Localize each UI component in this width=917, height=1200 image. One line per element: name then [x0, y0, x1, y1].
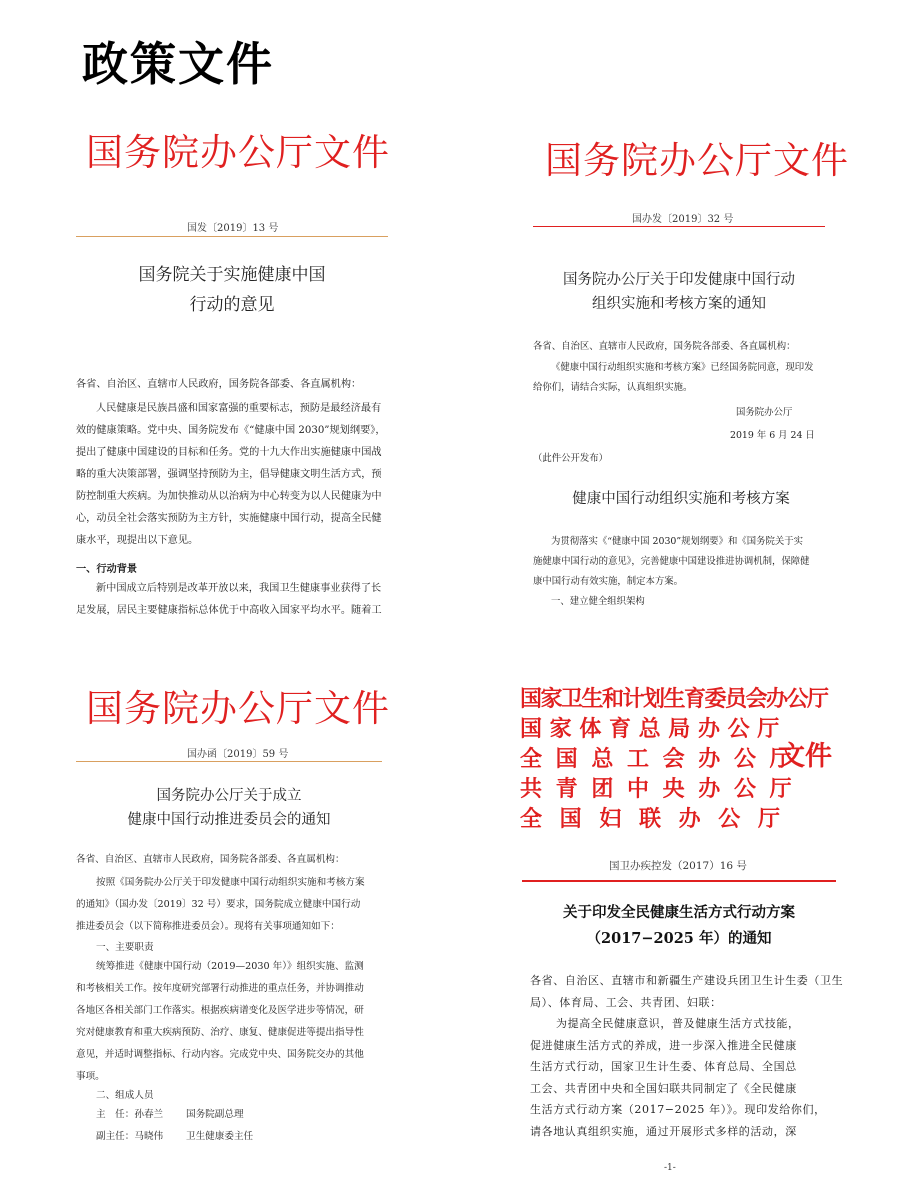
doc4-title: [522, 900, 836, 952]
doc2-divider: [533, 226, 825, 227]
department-name: 国家卫生和计划生育委员会办公厅: [520, 686, 828, 712]
doc3-member-title: 卫生健康委主任: [186, 1131, 254, 1142]
doc3-section-heading-2: 二、组成人员: [96, 1090, 154, 1101]
text-line: 各省、自治区、直辖市和新疆生产建设兵团卫生计生委（卫生: [530, 974, 844, 987]
doc2-signer: 国务院办公厅: [736, 407, 793, 418]
text-line: 新中国成立后特别是改革开放以来，我国卫生健康事业获得了长: [96, 583, 382, 594]
text-line: 人民健康是民族昌盛和国家富强的重要标志，预防是最经济最有: [96, 403, 382, 414]
doc2-title-line: 国务院办公厅关于印发健康中国行动: [563, 272, 795, 288]
doc3-member-title: 国务院副总理: [186, 1109, 244, 1120]
doc4-paragraph: [530, 1013, 840, 1142]
doc1-header: 国务院办公厅文件: [86, 131, 390, 174]
doc2-doc-number: 国办发〔2019〕32 号: [632, 214, 734, 225]
text-line: 的通知》（国办发〔2019〕32 号）要求，国务院成立健康中国行动: [76, 899, 361, 910]
text-line: 康水平，现提出以下意见。: [76, 535, 199, 546]
doc4-doc-number: 国卫办疾控发（2017）16 号: [609, 860, 747, 872]
doc1-section-heading: 一、行动背景: [76, 563, 138, 575]
doc2-title: [523, 268, 835, 316]
doc2-date: 2019 年 6 月 24 日: [730, 430, 815, 441]
doc2-publish-note: （此件公开发布）: [533, 453, 609, 464]
doc1-salutation: 各省、自治区、直辖市人民政府，国务院各部委、各直属机构：: [76, 379, 362, 390]
text-line: 给你们，请结合实际，认真组织实施。: [533, 382, 693, 393]
doc1-title-line: 行动的意见: [189, 295, 275, 315]
doc3-paragraph-2: [76, 956, 386, 1088]
doc1-paragraph-1: [76, 398, 396, 552]
doc2-body: [533, 358, 829, 398]
doc3-divider: [76, 761, 382, 762]
doc3-paragraph-1: [76, 872, 386, 938]
doc4-salutation: [530, 970, 844, 1013]
doc1-doc-number: 国发〔2019〕13 号: [187, 223, 279, 234]
text-line: 效的健康策略。党中央、国务院发布《“健康中国 2030”规划纲要》，: [76, 425, 386, 436]
department-name: 全 国 总 工 会 办 公 厅: [520, 746, 795, 772]
department-name: 全 国 妇 联 办 公 厅: [520, 806, 785, 832]
doc3-title-line: 国务院办公厅关于成立: [156, 788, 302, 804]
doc4-header-suffix: 文件: [778, 741, 832, 772]
doc3-member-role: 副主任：马晓伟: [96, 1131, 164, 1142]
doc1-title-line: 国务院关于实施健康中国: [138, 265, 326, 285]
text-line: 施健康中国行动的意见》，完善健康中国建设推进协调机制，保障健: [533, 556, 810, 567]
text-line: 促进健康生活方式的养成，进一步深入推进全民健康: [530, 1038, 797, 1052]
text-line: 事项。: [76, 1071, 105, 1082]
doc3-title: [76, 784, 382, 832]
text-line: 为贯彻落实《“健康中国 2030”规划纲要》和《国务院关于实: [551, 536, 804, 547]
doc4-title-line: （2017−2025 年）的通知: [586, 930, 772, 947]
text-line: 一、建立健全组织架构: [551, 596, 645, 607]
doc3-section-heading-1: 一、主要职责: [96, 942, 154, 953]
doc3-doc-number: 国办函〔2019〕59 号: [187, 749, 289, 760]
doc2-title-line: 组织实施和考核方案的通知: [592, 296, 766, 312]
text-line: 提出了健康中国建设的目标和任务。党的十九大作出实施健康中国战: [76, 447, 382, 458]
text-line: 防控制重大疾病。为加快推动从以治病为中心转变为以人民健康为中: [76, 491, 382, 502]
doc3-member-role: 主 任：孙春兰: [96, 1109, 164, 1120]
department-name: 共 青 团 中 央 办 公 厅: [520, 776, 795, 802]
text-line: 和考核相关工作。按年度研究部署行动推进的重点任务，并协调推动: [76, 983, 364, 994]
text-line: 足发展，居民主要健康指标总体优于中高收入国家平均水平。随着工: [76, 605, 382, 616]
doc2-plan-body: [533, 532, 829, 610]
doc1-divider: [76, 236, 388, 237]
text-line: 意见，并适时调整指标、行动内容。完成党中央、国务院交办的其他: [76, 1049, 364, 1060]
doc2-header: 国务院办公厅文件: [545, 139, 849, 182]
page-title: 政策文件: [82, 37, 274, 91]
doc3-title-line: 健康中国行动推进委员会的通知: [127, 812, 331, 828]
text-line: 《健康中国行动组织实施和考核方案》已经国务院同意，现印发: [551, 362, 814, 373]
text-line: 各地区各相关部门工作落实。根据疾病谱变化及医学进步等情况，研: [76, 1005, 364, 1016]
doc3-salutation: 各省、自治区、直辖市人民政府，国务院各部委、各直属机构：: [76, 854, 345, 865]
doc2-plan-title: 健康中国行动组织实施和考核方案: [572, 491, 790, 507]
doc4-divider: [522, 880, 836, 882]
doc1-paragraph-2: [76, 578, 396, 622]
doc2-salutation: 各省、自治区、直辖市人民政府，国务院各部委、各直属机构：: [533, 341, 796, 352]
doc3-header: 国务院办公厅文件: [86, 687, 390, 730]
text-line: 工会、共青团中央和全国妇联共同制定了《全民健康: [530, 1081, 797, 1095]
text-line: 局）、体育局、工会、共青团、妇联：: [530, 995, 722, 1009]
text-line: 推进委员会（以下简称推进委员会）。现将有关事项通知如下：: [76, 921, 340, 932]
text-line: 略的重大决策部署，强调坚持预防为主，倡导健康文明生活方式，预: [76, 469, 382, 480]
text-line: 请各地认真组织实施，通过开展形式多样的活动，深: [530, 1124, 797, 1138]
text-line: 按照《国务院办公厅关于印发健康中国行动组织实施和考核方案: [96, 877, 365, 888]
page-number: -1-: [664, 1163, 676, 1173]
department-name: 国 家 体 育 总 局 办 公 厅: [520, 716, 780, 742]
doc1-title: [76, 260, 388, 320]
text-line: 统筹推进《健康中国行动（2019—2030 年）》组织实施、监测: [96, 961, 364, 972]
text-line: 为提高全民健康意识，普及健康生活方式技能，: [556, 1017, 800, 1030]
text-line: 生活方式行动方案（2017−2025 年）》。现印发给你们，: [530, 1103, 826, 1116]
text-line: 究对健康教育和重大疾病预防、治疗、康复、健康促进等提出指导性: [76, 1027, 364, 1038]
text-line: 康中国行动有效实施，制定本方案。: [533, 576, 684, 587]
doc4-title-line: 关于印发全民健康生活方式行动方案: [563, 904, 795, 921]
text-line: 心，动员全社会落实预防为主方针，实施健康中国行动，提高全民健: [76, 513, 382, 524]
text-line: 生活方式行动，国家卫生计生委、体育总局、全国总: [530, 1060, 797, 1073]
